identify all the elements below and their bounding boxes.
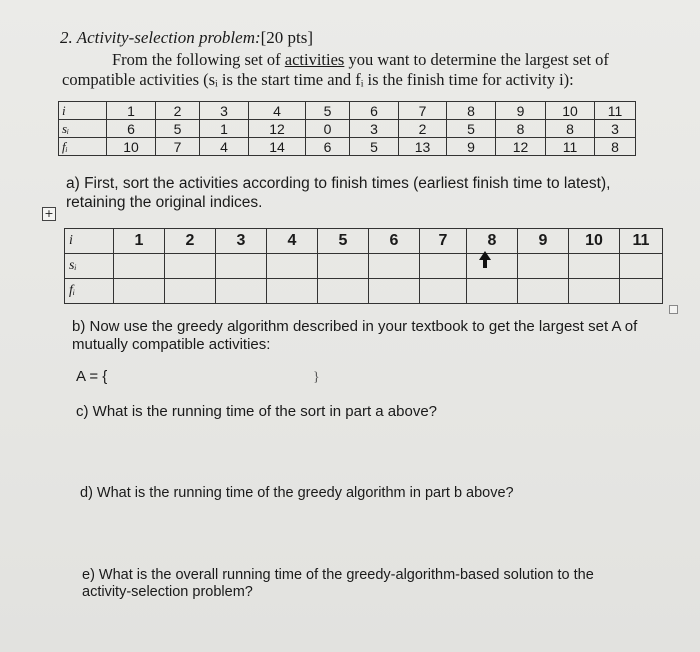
table-cell: 3 bbox=[200, 102, 249, 120]
table-cell: 1 bbox=[114, 229, 165, 254]
row-label: sᵢ bbox=[65, 254, 114, 279]
table-cell: 11 bbox=[595, 102, 636, 120]
empty-cell[interactable] bbox=[518, 254, 569, 279]
table-cell: 6 bbox=[350, 102, 399, 120]
empty-cell[interactable] bbox=[318, 279, 369, 304]
empty-cell[interactable] bbox=[267, 254, 318, 279]
intro-line-1: From the following set of activities you want to determine the largest set of bbox=[112, 50, 609, 69]
table-cell: 0 bbox=[306, 120, 350, 138]
table-cell: 4 bbox=[200, 138, 249, 156]
table-cell: 8 bbox=[447, 102, 496, 120]
table-cell: 12 bbox=[249, 120, 306, 138]
table-cell: 7 bbox=[156, 138, 200, 156]
table-row-i bbox=[65, 229, 663, 254]
table-cell: 5 bbox=[350, 138, 399, 156]
answer-set-prefix[interactable]: A = { bbox=[76, 368, 108, 385]
table-row-f bbox=[65, 279, 663, 304]
part-d-question: d) What is the running time of the greedy algorithm in part b above? bbox=[80, 485, 514, 501]
row-label: fᵢ bbox=[65, 279, 114, 304]
table-cell: 12 bbox=[496, 138, 546, 156]
table-cell: 8 bbox=[546, 120, 595, 138]
table-cell: 10 bbox=[546, 102, 595, 120]
table-row-f bbox=[59, 138, 636, 156]
table-cell: 3 bbox=[595, 120, 636, 138]
activities-link-text: activities bbox=[284, 50, 345, 69]
activity-table bbox=[58, 101, 636, 156]
table-cell: 14 bbox=[249, 138, 306, 156]
empty-cell[interactable] bbox=[467, 279, 518, 304]
intro-line-2: compatible activities (sᵢ is the start time and fᵢ is the finish time for activity i): bbox=[62, 70, 574, 89]
table-cell: 11 bbox=[620, 229, 663, 254]
row-label: sᵢ bbox=[59, 120, 107, 138]
table-cell: 9 bbox=[518, 229, 569, 254]
table-cell: 8 bbox=[595, 138, 636, 156]
empty-cell[interactable] bbox=[467, 254, 518, 279]
empty-cell[interactable] bbox=[114, 254, 165, 279]
table-cell: 5 bbox=[318, 229, 369, 254]
table-cell: 2 bbox=[156, 102, 200, 120]
empty-cell[interactable] bbox=[569, 254, 620, 279]
table-cell: 13 bbox=[399, 138, 447, 156]
empty-cell[interactable] bbox=[369, 254, 420, 279]
table-cell: 7 bbox=[420, 229, 467, 254]
empty-cell[interactable] bbox=[318, 254, 369, 279]
row-label: i bbox=[65, 229, 114, 254]
part-e-question: e) What is the overall running time of the greedy-algorithm-based solution to the activity-selection problem? bbox=[82, 567, 594, 600]
part-c-question: c) What is the running time of the sort in part a above? bbox=[76, 403, 438, 420]
table-cell: 6 bbox=[369, 229, 420, 254]
empty-cell[interactable] bbox=[569, 279, 620, 304]
empty-cell[interactable] bbox=[165, 279, 216, 304]
table-cell: 1 bbox=[200, 120, 249, 138]
problem-title: 2. Activity-selection problem:[20 pts] bbox=[60, 28, 314, 47]
table-cell: 8 bbox=[496, 120, 546, 138]
empty-cell[interactable] bbox=[267, 279, 318, 304]
empty-cell[interactable] bbox=[420, 279, 467, 304]
empty-cell[interactable] bbox=[216, 254, 267, 279]
row-label: fᵢ bbox=[59, 138, 107, 156]
empty-cell[interactable] bbox=[114, 279, 165, 304]
resize-handle-icon[interactable] bbox=[669, 305, 678, 314]
table-cell: 4 bbox=[267, 229, 318, 254]
empty-cell[interactable] bbox=[216, 279, 267, 304]
table-cell: 7 bbox=[399, 102, 447, 120]
empty-cell[interactable] bbox=[165, 254, 216, 279]
empty-cell[interactable] bbox=[620, 254, 663, 279]
table-cell: 6 bbox=[306, 138, 350, 156]
table-cell: 1 bbox=[107, 102, 156, 120]
table-cell: 2 bbox=[399, 120, 447, 138]
plus-box-icon[interactable]: + bbox=[42, 207, 56, 221]
table-cell: 11 bbox=[546, 138, 595, 156]
table-cell: 2 bbox=[165, 229, 216, 254]
empty-cell[interactable] bbox=[620, 279, 663, 304]
table-cell: 8 bbox=[467, 229, 518, 254]
table-cell: 9 bbox=[496, 102, 546, 120]
table-row-s bbox=[59, 120, 636, 138]
table-cell: 5 bbox=[306, 102, 350, 120]
table-cell: 10 bbox=[569, 229, 620, 254]
empty-cell[interactable] bbox=[369, 279, 420, 304]
part-b-question: b) Now use the greedy algorithm described in your textbook to get the largest set A of mutually compatible activities: bbox=[72, 318, 638, 353]
row-label: i bbox=[59, 102, 107, 120]
answer-set-suffix: } bbox=[313, 370, 320, 385]
empty-cell[interactable] bbox=[420, 254, 467, 279]
table-cell: 6 bbox=[107, 120, 156, 138]
table-cell: 3 bbox=[216, 229, 267, 254]
empty-cell[interactable] bbox=[518, 279, 569, 304]
table-row-i bbox=[59, 102, 636, 120]
table-cell: 9 bbox=[447, 138, 496, 156]
table-row-s bbox=[65, 254, 663, 279]
table-cell: 4 bbox=[249, 102, 306, 120]
table-cell: 10 bbox=[107, 138, 156, 156]
table-cell: 3 bbox=[350, 120, 399, 138]
table-cell: 5 bbox=[156, 120, 200, 138]
mouse-pointer-icon bbox=[478, 251, 492, 269]
sorted-activity-table bbox=[64, 228, 663, 304]
table-cell: 5 bbox=[447, 120, 496, 138]
part-a-question: a) First, sort the activities according to finish times (earliest finish time to latest), retaining the original indices. bbox=[66, 175, 611, 211]
